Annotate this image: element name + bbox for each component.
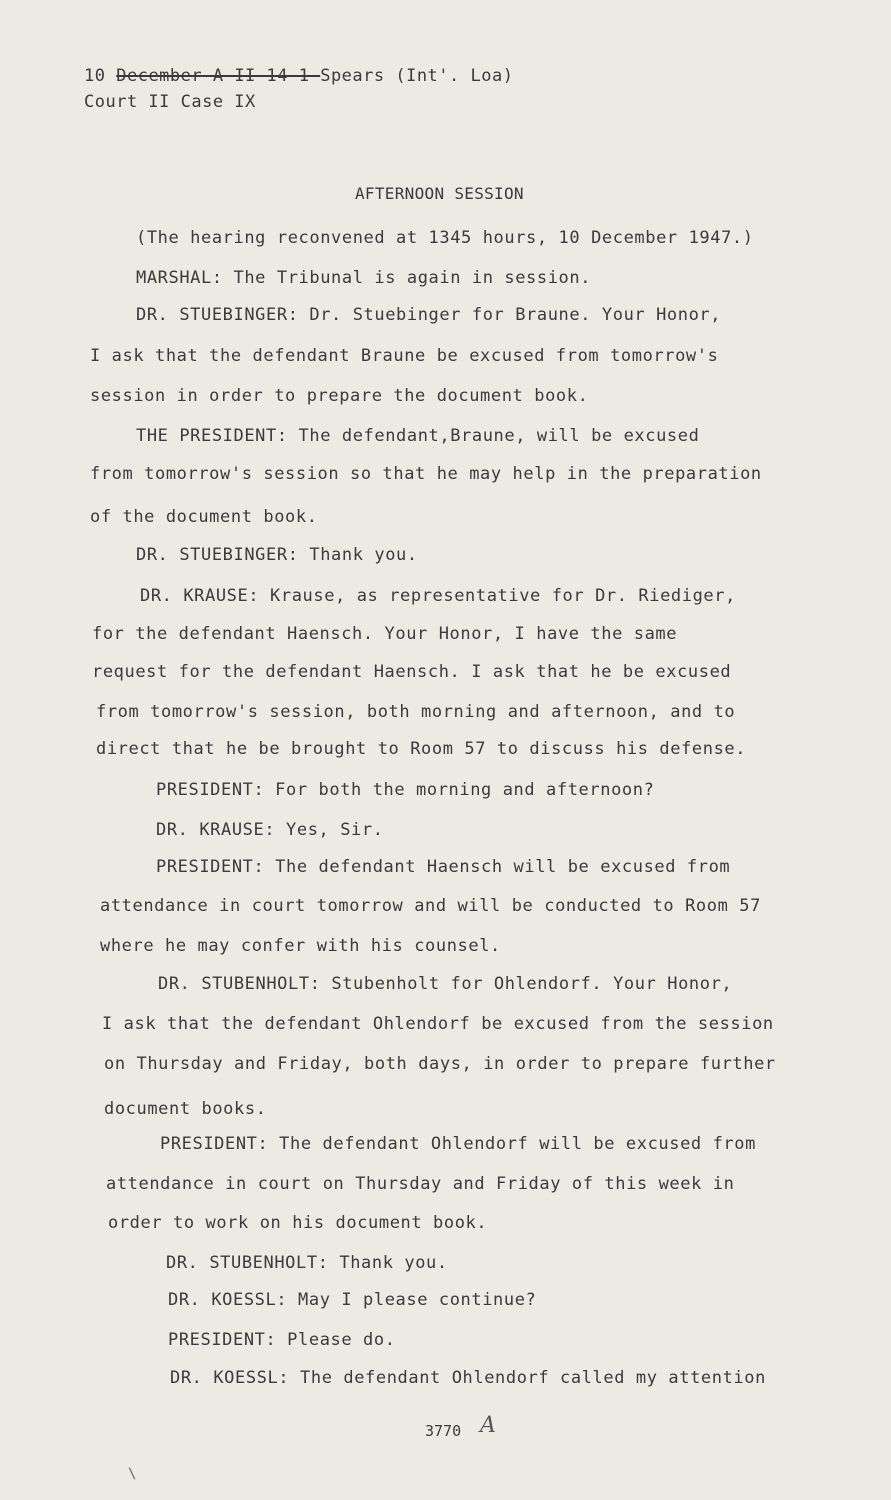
transcript-line: I ask that the defendant Braune be excused from tomorrow's: [90, 346, 719, 366]
transcript-line: I ask that the defendant Ohlendorf be excused from the session: [102, 1014, 774, 1034]
header-court-case: Court II Case IX: [84, 92, 256, 112]
transcript-line: DR. KOESSL: May I please continue?: [168, 1290, 537, 1310]
transcript-line: session in order to prepare the document book.: [90, 386, 589, 406]
transcript-line: of the document book.: [90, 507, 318, 527]
transcript-line: DR. KOESSL: The defendant Ohlendorf called my attention: [170, 1368, 766, 1388]
transcript-line: MARSHAL: The Tribunal is again in session.: [136, 268, 592, 288]
page-number: 3770: [425, 1422, 462, 1440]
transcript-line: THE PRESIDENT: The defendant,Braune, will be excused: [136, 426, 700, 446]
transcript-line: PRESIDENT: For both the morning and afternoon?: [156, 780, 655, 800]
transcript-line: on Thursday and Friday, both days, in order to prepare further: [104, 1054, 776, 1074]
header-reporter: Spears (Int'. Loa): [320, 66, 514, 86]
header-struck-text: December-A-II-14-1-: [116, 66, 321, 86]
transcript-line: for the defendant Haensch. Your Honor, I have the same: [92, 624, 678, 644]
transcript-line: DR. STUBENHOLT: Thank you.: [166, 1253, 448, 1273]
transcript-line: from tomorrow's session so that he may help in the preparation: [90, 464, 762, 484]
transcript-line: order to work on his document book.: [108, 1213, 488, 1233]
transcript-line: request for the defendant Haensch. I ask that he be excused: [92, 662, 732, 682]
transcript-line: from tomorrow's session, both morning and afternoon, and to: [96, 702, 736, 722]
transcript-line: DR. KRAUSE: Yes, Sir.: [156, 820, 384, 840]
transcript-line: PRESIDENT: The defendant Ohlendorf will be excused from: [160, 1134, 756, 1154]
transcript-line: DR. STUEBINGER: Dr. Stuebinger for Braune. Your Honor,: [136, 305, 722, 325]
handwritten-mark: A: [480, 1413, 496, 1438]
transcript-line: (The hearing reconvened at 1345 hours, 10 December 1947.): [136, 228, 754, 248]
transcript-line: attendance in court on Thursday and Friday of this week in: [106, 1174, 735, 1194]
transcript-line: PRESIDENT: The defendant Haensch will be excused from: [156, 857, 731, 877]
transcript-line: DR. KRAUSE: Krause, as representative for Dr. Riediger,: [140, 586, 736, 606]
header-date: 10: [84, 66, 106, 86]
header-reporter-line: [84, 66, 513, 86]
transcript-line: PRESIDENT: Please do.: [168, 1330, 396, 1350]
transcript-line: DR. STUEBINGER: Thank you.: [136, 545, 418, 565]
transcript-line: attendance in court tomorrow and will be conducted to Room 57: [100, 896, 761, 916]
transcript-line: document books.: [104, 1099, 267, 1119]
pencil-tick-mark: \: [128, 1466, 137, 1482]
transcript-line: where he may confer with his counsel.: [100, 936, 501, 956]
session-title: AFTERNOON SESSION: [355, 184, 524, 203]
transcript-line: DR. STUBENHOLT: Stubenholt for Ohlendorf. Your Honor,: [158, 974, 733, 994]
transcript-line: direct that he be brought to Room 57 to discuss his defense.: [96, 739, 747, 759]
